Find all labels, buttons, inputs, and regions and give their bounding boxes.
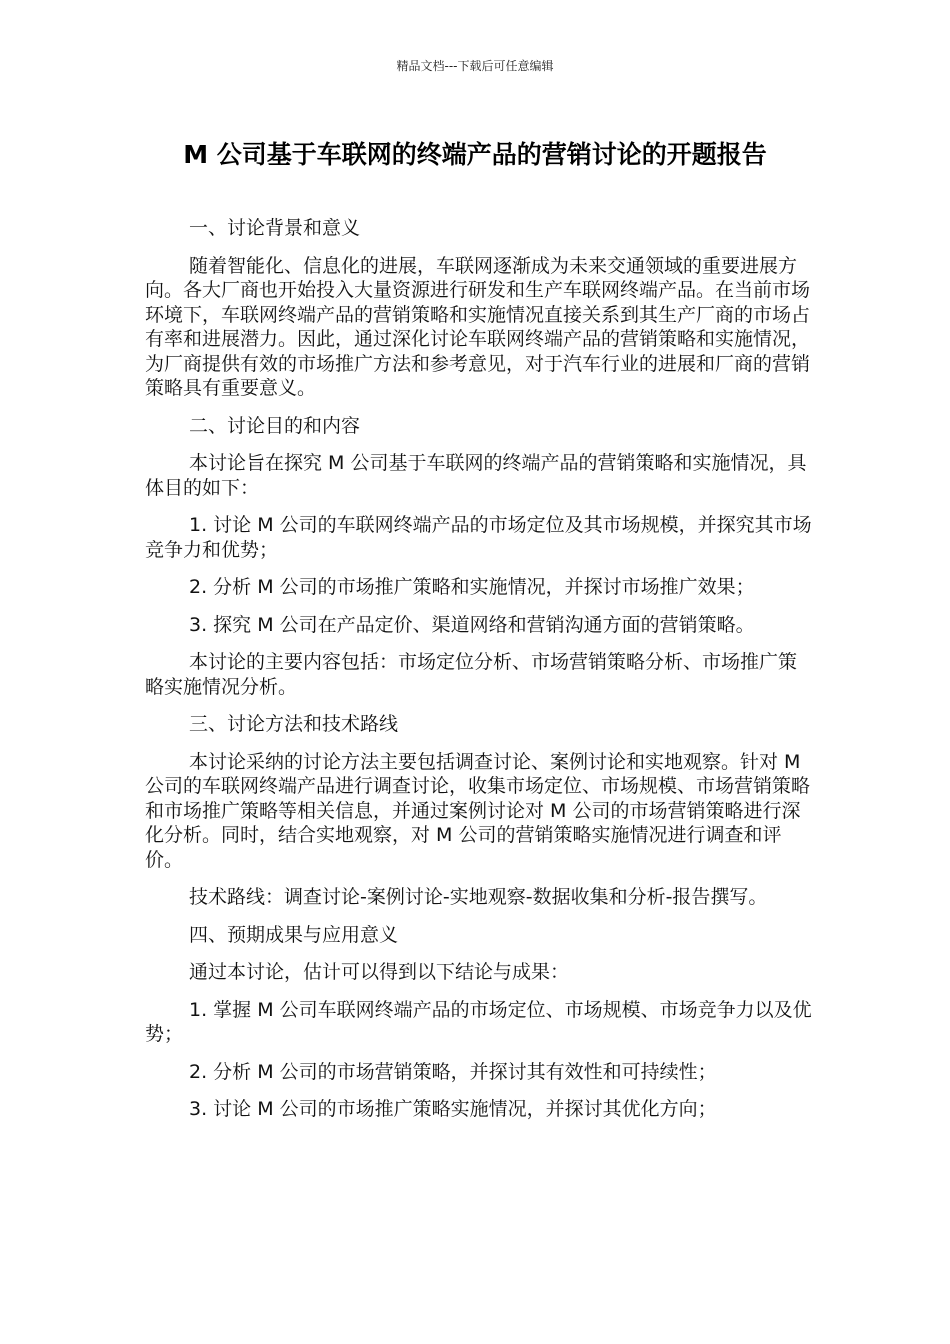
section-heading-1: 一、讨论背景和意义 (189, 217, 361, 239)
document-title: M 公司基于车联网的终端产品的营销讨论的开题报告 (183, 140, 767, 169)
paragraph: 本讨论采纳的讨论方法主要包括调查讨论、案例讨论和实地观察。针对 M 公司的车联网终端产品进行调查讨论，收集市场定位、市场规模、市场营销策略和市场推广策略等相关信息，并通过案例讨论对 M 公司的市场营销策略进行深化分析。同时，结合实地观察，对 M 公司的营销策略实施情况进行调查和评价。 (145, 750, 811, 871)
paragraph: 本讨论的主要内容包括：市场定位分析、市场营销策略分析、市场推广策略实施情况分析。 (145, 651, 798, 698)
list-item: 2. 分析 M 公司的市场营销策略，并探讨其有效性和可持续性； (189, 1060, 717, 1083)
paragraph: 技术路线：调查讨论-案例讨论-实地观察-数据收集和分析-报告撰写。 (189, 886, 768, 908)
paragraph: 随着智能化、信息化的进展，车联网逐渐成为未来交通领域的重要进展方向。各大厂商也开始投入大量资源进行研发和生产车联网终端产品。在当前市场环境下，车联网终端产品的营销策略和实施情况直接关系到其生产厂商的市场占有率和进展潜力。因此，通过深化讨论车联网终端产品的营销策略和实施情况，为厂商提供有效的市场推广方法和参考意见，对于汽车行业的进展和厂商的营销策略具有重要意义。 (145, 254, 811, 399)
section-heading-4: 四、预期成果与应用意义 (189, 923, 399, 946)
section-heading-2: 二、讨论目的和内容 (189, 414, 361, 437)
document-body (145, 216, 813, 1135)
paragraph: 本讨论旨在探究 M 公司基于车联网的终端产品的营销策略和实施情况，具体目的如下： (145, 452, 807, 499)
header-note: 精品文档---下载后可任意编辑 (396, 59, 554, 73)
list-item: 3. 探究 M 公司在产品定价、渠道网络和营销沟通方面的营销策略。 (189, 613, 755, 636)
list-item: 3. 讨论 M 公司的市场推广策略实施情况，并探讨其优化方向； (189, 1098, 717, 1120)
paragraph: 通过本讨论，估计可以得到以下结论与成果： (189, 961, 570, 983)
list-item: 1. 掌握 M 公司车联网终端产品的市场定位、市场规模、市场竞争力以及优势； (145, 998, 812, 1045)
section-heading-3: 三、讨论方法和技术路线 (189, 713, 399, 735)
list-item: 1. 讨论 M 公司的车联网终端产品的市场定位及其市场规模，并探究其市场竞争力和优势； (145, 514, 812, 561)
list-item: 2. 分析 M 公司的市场推广策略和实施情况，并探讨市场推广效果； (189, 576, 755, 598)
